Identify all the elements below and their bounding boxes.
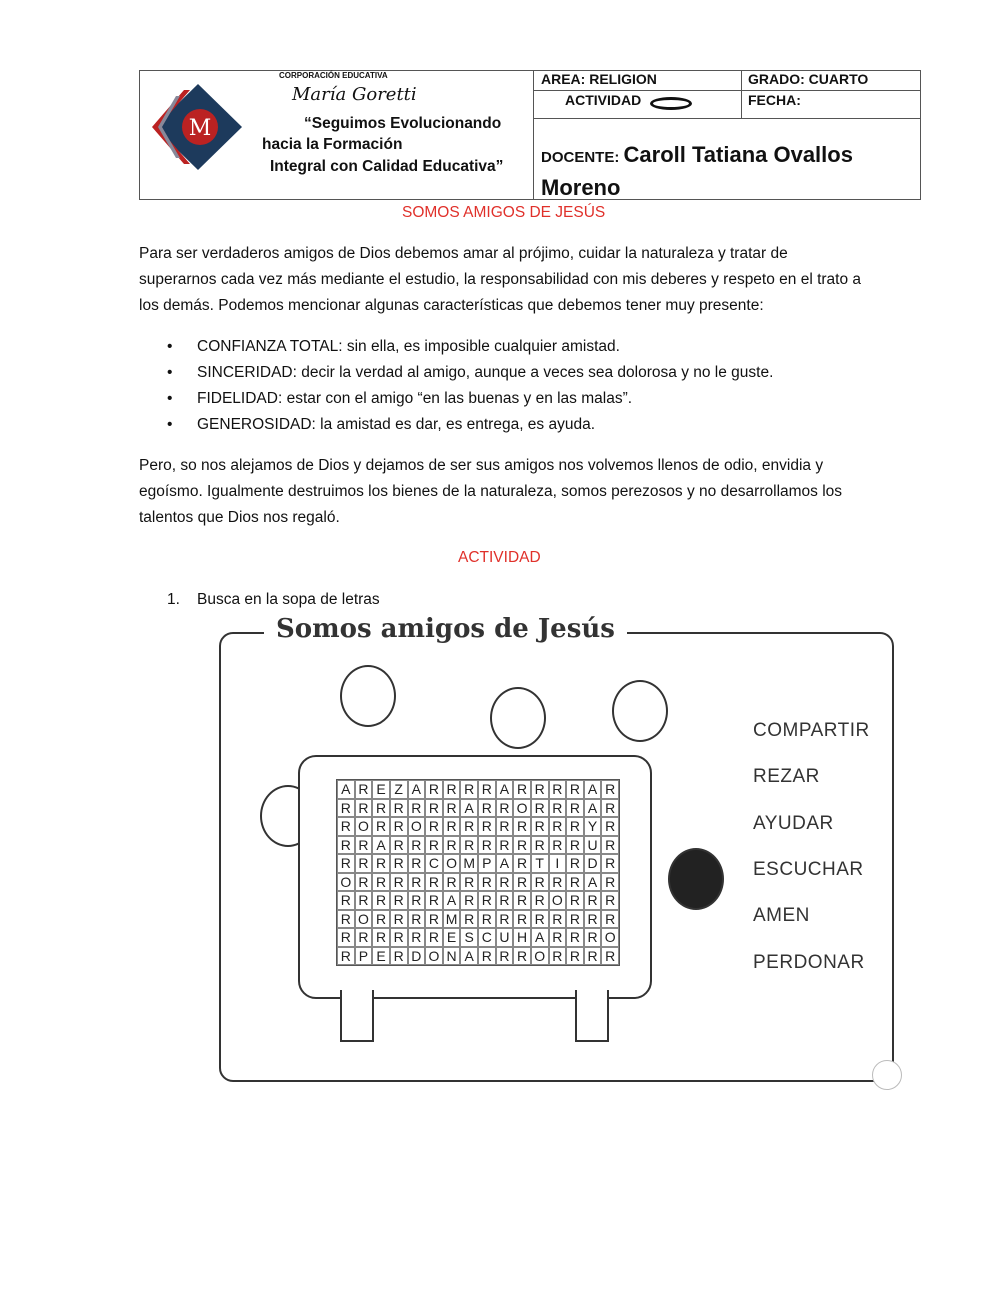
grid-cell: R [355,854,373,873]
characteristics-list [167,334,773,438]
grid-cell: Z [390,780,408,799]
instruction-number: 1. [167,591,180,608]
grid-cell: R [496,910,514,929]
grid-cell: O [601,928,619,947]
grid-cell: R [443,836,461,855]
grid-cell: P [478,854,496,873]
grid-cell: R [549,928,567,947]
grid-cell: R [408,854,426,873]
grid-cell: R [549,947,567,966]
grid-cell: C [425,854,443,873]
grid-cell: P [355,947,373,966]
grid-cell: R [372,799,390,818]
grid-cell: R [566,799,584,818]
grid-cell: R [584,928,602,947]
school-name: María Goretti [292,84,417,105]
corner-circle-icon [872,1060,902,1090]
grid-row [337,836,619,855]
list-item: • FIDELIDAD: estar con el amigo “en las buenas y en las malas”. [167,386,773,412]
grid-cell: R [355,836,373,855]
grid-cell: E [372,780,390,799]
grid-cell: R [601,780,619,799]
grid-cell: Y [584,817,602,836]
grid-cell: R [531,780,549,799]
grid-cell: R [478,947,496,966]
grid-cell: R [601,817,619,836]
grid-cell: R [355,928,373,947]
grid-cell: R [601,854,619,873]
grid-cell: R [531,873,549,892]
grid-cell: A [372,836,390,855]
grid-cell: R [566,947,584,966]
grid-cell: R [601,873,619,892]
instruction [167,591,380,609]
grid-cell: A [408,780,426,799]
grid-cell: R [408,891,426,910]
instruction-text: Busca en la sopa de letras [197,591,380,608]
grid-cell: A [531,928,549,947]
grid-cell: R [460,910,478,929]
list-item: • SINCERIDAD: decir la verdad al amigo, aunque a veces sea dolorosa y no le guste. [167,360,773,386]
grid-cell: R [601,910,619,929]
grid-cell: O [355,910,373,929]
grid-cell: R [337,910,355,929]
grid-cell: R [566,891,584,910]
grid-row [337,780,619,799]
grid-cell: N [443,947,461,966]
puzzle-title: Somos amigos de Jesús [264,614,627,644]
grid-cell: M [460,854,478,873]
grid-cell: R [549,873,567,892]
grid-cell: R [496,836,514,855]
grid-cell: R [460,891,478,910]
grid-cell: R [531,836,549,855]
grid-cell: R [425,891,443,910]
grid-cell: R [478,910,496,929]
grid-cell: R [443,780,461,799]
grid-cell: R [549,836,567,855]
grid-cell: R [531,910,549,929]
grid-cell: R [584,947,602,966]
word-item: AYUDAR [753,813,834,834]
child-figure-icon [340,665,396,727]
grid-cell: D [584,854,602,873]
grid-cell: R [478,817,496,836]
grid-cell: R [390,836,408,855]
grid-cell: R [478,873,496,892]
grid-cell: R [443,817,461,836]
grid-cell: R [337,928,355,947]
grid-cell: R [584,910,602,929]
grid-cell: R [372,817,390,836]
grid-cell: R [355,780,373,799]
grid-cell: A [496,780,514,799]
activity-heading: ACTIVIDAD [458,549,541,566]
grid-cell: O [549,891,567,910]
area-label: AREA: RELIGION [541,71,657,87]
grid-cell: R [549,817,567,836]
grid-cell: R [478,891,496,910]
grid-cell: R [337,854,355,873]
grid-cell: R [355,799,373,818]
word-item: REZAR [753,766,820,787]
grid-cell: R [425,873,443,892]
grid-cell: R [549,910,567,929]
grid-cell: I [549,854,567,873]
grid-cell: A [337,780,355,799]
grid-cell: H [513,928,531,947]
grid-cell: R [566,928,584,947]
grid-cell: R [566,817,584,836]
child-figure-icon [490,687,546,749]
grid-cell: R [549,780,567,799]
grid-cell: R [566,836,584,855]
grid-cell: R [443,799,461,818]
grid-cell: R [513,817,531,836]
grid-cell: R [408,873,426,892]
grid-cell: R [513,780,531,799]
grid-cell: A [584,873,602,892]
date-label: FECHA: [748,92,801,108]
grid-cell: R [408,799,426,818]
grid-cell: A [496,854,514,873]
grid-cell: A [460,947,478,966]
grid-cell: R [337,891,355,910]
grid-cell: R [566,910,584,929]
grid-cell: R [337,947,355,966]
corporation-label: CORPORACIÓN EDUCATIVA [279,71,388,80]
svg-text:M: M [188,116,212,141]
grid-row [337,873,619,892]
grid-cell: R [337,799,355,818]
grid-cell: R [531,799,549,818]
grid-cell: D [408,947,426,966]
grid-cell: R [601,836,619,855]
page-title: SOMOS AMIGOS DE JESÚS [402,204,606,221]
grid-cell: R [460,873,478,892]
grid-cell: O [408,817,426,836]
word-search-grid [336,779,620,966]
grid-cell: A [460,799,478,818]
grid-cell: R [496,873,514,892]
motto-line: “Seguimos Evolucionando [304,115,502,132]
grid-cell: R [549,799,567,818]
grid-cell: R [425,836,443,855]
grid-cell: O [355,817,373,836]
grid-cell: O [443,854,461,873]
grid-cell: R [425,780,443,799]
teacher-name: Caroll Tatiana Ovallos Moreno [541,142,853,200]
grid-cell: M [443,910,461,929]
grid-cell: R [601,799,619,818]
grid-cell: A [584,799,602,818]
grid-cell: R [390,947,408,966]
grid-cell: R [408,928,426,947]
grid-cell: R [566,780,584,799]
grid-cell: U [496,928,514,947]
grid-cell: R [425,928,443,947]
grid-cell: R [460,836,478,855]
grid-cell: R [478,799,496,818]
grid-cell: R [390,928,408,947]
grid-cell: R [496,891,514,910]
grid-cell: R [425,799,443,818]
word-item: ESCUCHAR [753,859,864,880]
grid-cell: R [513,947,531,966]
grid-cell: S [460,928,478,947]
motto-line: Integral con Calidad Educativa” [270,158,504,175]
grid-cell: A [443,891,461,910]
teacher-label: DOCENTE: [541,149,620,166]
activity-mark-icon [650,97,692,110]
grid-row [337,928,619,947]
grid-cell: R [513,854,531,873]
grid-cell: R [478,836,496,855]
grid-cell: R [425,817,443,836]
grid-row [337,910,619,929]
grid-row [337,854,619,873]
word-item: COMPARTIR [753,720,870,741]
grid-cell: R [372,891,390,910]
word-item: PERDONAR [753,952,865,973]
grid-row [337,947,619,966]
grid-cell: R [443,873,461,892]
intro-paragraph: Para ser verdaderos amigos de Dios debemos amar al prójimo, cuidar la naturaleza y tratar de superarnos cada vez más mediante el estudio, la responsabilidad con mis deberes y respeto en el trato a los demás. Podemos mencionar algunas características que debemos tener muy presente: [139,245,862,314]
grade-label: GRADO: CUARTO [748,71,869,87]
grid-cell: R [513,891,531,910]
grid-cell: R [390,817,408,836]
grid-cell: C [478,928,496,947]
grid-cell: R [478,780,496,799]
grid-cell: R [496,817,514,836]
grid-cell: R [460,780,478,799]
list-item: • GENEROSIDAD: la amistad es dar, es entrega, es ayuda. [167,412,773,438]
teacher-field [541,140,911,206]
list-item: • CONFIANZA TOTAL: sin ella, es imposible cualquier amistad. [167,334,773,360]
grid-cell: R [390,799,408,818]
grid-cell: O [513,799,531,818]
grid-cell: R [513,910,531,929]
child-figure-icon [668,848,724,910]
grid-cell: R [460,817,478,836]
grid-cell: R [372,910,390,929]
grid-cell: R [372,928,390,947]
grid-cell: A [584,780,602,799]
grid-row [337,891,619,910]
grid-cell: R [496,947,514,966]
grid-cell: R [390,854,408,873]
grid-cell: R [566,854,584,873]
grid-cell: T [531,854,549,873]
grid-cell: R [337,817,355,836]
grid-row [337,817,619,836]
school-logo [150,82,245,172]
grid-cell: R [355,873,373,892]
grid-cell: R [408,836,426,855]
grid-cell: R [584,891,602,910]
grid-cell: R [496,799,514,818]
grid-cell: R [601,947,619,966]
grid-cell: U [584,836,602,855]
grid-cell: R [601,891,619,910]
grid-cell: O [337,873,355,892]
grid-cell: E [372,947,390,966]
grid-cell: O [531,947,549,966]
grid-row [337,799,619,818]
grid-cell: R [408,910,426,929]
grid-cell: R [531,891,549,910]
grid-cell: R [372,873,390,892]
grid-cell: R [355,891,373,910]
closing-paragraph: Pero, so nos alejamos de Dios y dejamos de ser sus amigos nos volvemos llenos de odio, envidia y egoísmo. Igualmente destruimos los bienes de la naturaleza, somos perezosos y no desarrollamos los talentos que Dios nos regaló. [139,457,843,526]
child-figure-icon [612,680,668,742]
motto-line: hacia la Formación [262,136,403,153]
grid-cell: R [425,910,443,929]
grid-cell: R [372,854,390,873]
grid-cell: R [390,910,408,929]
grid-cell: R [531,817,549,836]
grid-cell: R [390,891,408,910]
grid-cell: R [566,873,584,892]
grid-cell: R [390,873,408,892]
grid-cell: O [425,947,443,966]
grid-cell: R [337,836,355,855]
grid-cell: E [443,928,461,947]
activity-label: ACTIVIDAD [565,92,642,108]
word-item: AMEN [753,905,810,926]
grid-cell: R [513,873,531,892]
grid-cell: R [513,836,531,855]
